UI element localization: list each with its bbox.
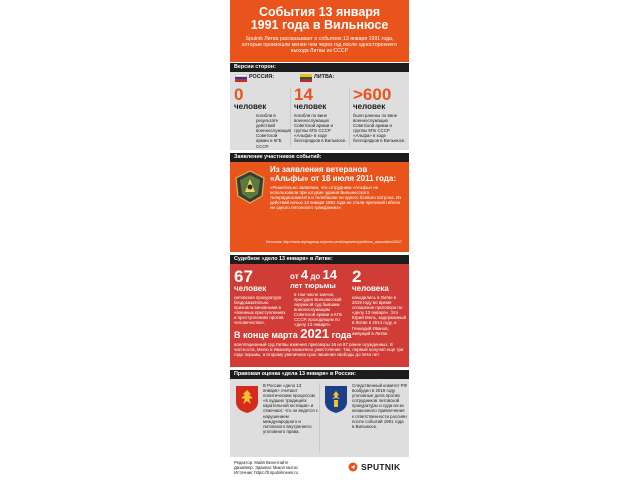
- lithuania-flag-icon: [300, 74, 312, 82]
- version-unit: человек: [353, 102, 386, 111]
- infographic-sheet: [230, 0, 409, 480]
- version-text: погибли по вине военнослужащих Советской армии и группы КГБ СССР «Альфа» в ходе беспорядков в Вильнюсе.: [294, 113, 347, 144]
- sputnik-wordmark: SPUTNIK: [361, 462, 401, 472]
- court-years-min: 4: [300, 267, 309, 282]
- alpha-emblem-icon: [235, 170, 265, 204]
- court-col-1: [234, 268, 288, 326]
- court-col-3: [352, 268, 407, 336]
- investigative-committee-emblem-icon: [323, 384, 349, 414]
- march-prefix: В конце марта: [234, 330, 298, 340]
- march-text: апелляционный суд Литвы изменил приговоры 16 из 67 ранее осужденных. В частности, Мелю и Иванову назначено ужесточение. Так, первый получил еще три года тюрьмы, а второму увеличили срок лишения свободы до пяти лет.: [234, 342, 404, 358]
- sputnik-logo-icon: [348, 462, 358, 472]
- version-unit: человек: [234, 102, 267, 111]
- veterans-bar: Заявление участников событий:: [230, 153, 409, 162]
- court-unit: лет тюрьмы: [290, 281, 336, 290]
- page-title: [234, 6, 405, 32]
- court-from: от: [290, 272, 299, 281]
- russia-label: РОССИЯ:: [249, 74, 275, 80]
- court-text: в том числе заочно, присудил Вильнюсский окружной суд бывшим военнослужащим Советской армии и КГБ СССР, проходящим по «делу 13 января».: [294, 291, 342, 328]
- march-suffix: года: [331, 330, 352, 340]
- version-number: >600: [353, 85, 392, 104]
- footer-credits: [234, 460, 334, 475]
- title-line-2: 1991 года в Вильнюсе: [250, 18, 389, 32]
- credit-editor: Редактор: Майя Вехентайте: [234, 460, 289, 465]
- legal-bar: Правовая оценка «дела 13 января» в России:: [230, 370, 409, 379]
- legal-divider: [319, 383, 320, 453]
- court-unit: человек: [234, 284, 267, 293]
- credit-designer: Дизайнер: Эдвинас Миколтаитас: [234, 465, 299, 470]
- versions-divider-1: [290, 88, 291, 146]
- version-col-russia: [234, 85, 292, 149]
- version-text: были ранены по вине военнослужащих Советской армии и группы КГБ СССР «Альфа» в ходе беспорядков в Вильнюсе.: [353, 113, 406, 144]
- version-number: 0: [234, 85, 244, 104]
- veterans-heading: [270, 165, 407, 183]
- court-number: 2: [352, 267, 362, 286]
- versions-divider-2: [349, 88, 350, 146]
- versions-bar: Версии сторон:: [230, 63, 409, 72]
- veterans-source: Источник: http://www.alphagroup.ru/press-centr/zayavleniya/vilnius_association/3047: [266, 240, 402, 244]
- sputnik-logo: [348, 461, 406, 473]
- version-unit: человек: [294, 102, 327, 111]
- court-col-2: [290, 268, 348, 327]
- title-line-1: События 13 января: [258, 5, 381, 19]
- court-bar: Судебное «дело 13 января» в Литве:: [230, 255, 409, 264]
- version-col-lithuania-injured: [353, 86, 407, 144]
- russia-flag-icon: [235, 74, 247, 82]
- veterans-heading-line-1: Из заявления ветеранов: [270, 165, 368, 174]
- version-col-lithuania-deaths: [294, 86, 347, 144]
- russia-coat-of-arms-icon: [234, 384, 260, 414]
- court-years-max: 14: [322, 267, 337, 282]
- legal-left-text: В России «дело 13 января» считают политическим процессом «в худших традициях карательной юстиции» и отмечают, что он ведется с нарушением международного и литовского внутреннего уголовного права.: [263, 383, 318, 434]
- version-text: погибли в результате действий военнослужащих Советской армии и КГБ СССР.: [256, 113, 292, 149]
- veterans-quote: «Решительно заявляем, что сотрудники «Альфы» не использовали при штурме здания Вильнюсского телерадиокомитета и телебашни ни одного боевого патрона. Из действий ночью 13 января 1991 года не стали причиной гибели ни одного литовского гражданина».: [270, 185, 402, 211]
- court-text: литовская прокуратура бездоказательно признала виновными в «военных преступлениях и преступлениях против человечества».: [234, 295, 286, 326]
- court-unit: человека: [352, 284, 389, 293]
- march-2021-block: [234, 327, 407, 357]
- march-year: 2021: [300, 326, 330, 341]
- court-to: до: [310, 272, 321, 281]
- lede-text: Sputnik Литва рассказывает о событиях 13 января 1991 года, которые произошли менее чем через год после одностороннего выхода Литвы из СССР: [242, 36, 397, 55]
- court-number: 67: [234, 267, 253, 286]
- version-number: 14: [294, 85, 313, 104]
- court-text: находились в Литве в 2019 году во время оглашения приговора по «делу 13 января». Это Юрий Мель, задержанный в Литве в 2014 году, и Геннадий Иванов, живущий в Литве.: [352, 295, 407, 336]
- veterans-heading-line-2: «Альфы» от 18 июля 2011 года:: [270, 174, 396, 183]
- legal-right-text: Следственный комитет РФ возбудил в 2019 году уголовные дела против сотрудников литовской прокуратуры и суда из-за незаконного привлечения к ответственности россиян после событий 1991 года в Вильнюсе.: [352, 383, 407, 429]
- credit-source: Источник: https://lt.sputniknews.ru: [234, 470, 298, 475]
- lithuania-label: ЛИТВА:: [314, 74, 335, 80]
